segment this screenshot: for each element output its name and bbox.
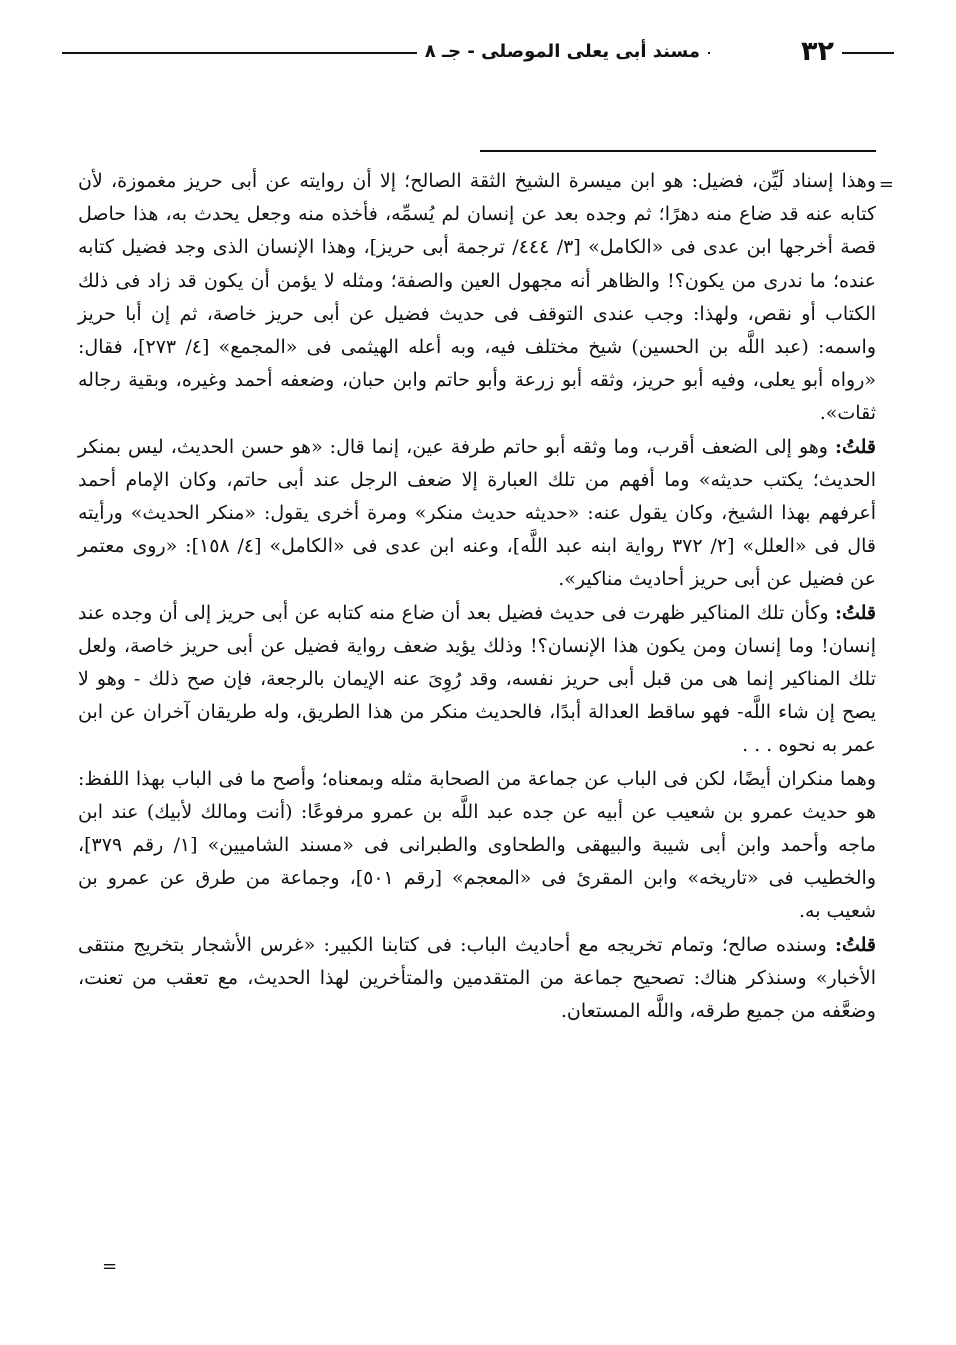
paragraph: قلتُ: وسنده صالح؛ وتمام تخريجه مع أحاديث الباب: فى كتابنا الكبير: «غرس الأشجار بتخريج منتقى الأخبار» وسنذكر هناك: تصحيح جماعة من المتقدمين والمتأخرين لهذا الحديث، مع تعقب من تعنت، وضعَّفه من جميع طرقه، واللَّه المستعان. bbox=[78, 933, 877, 1023]
end-mark: = bbox=[102, 1256, 118, 1277]
running-title: مسند أبى يعلى الموصلى - جـ ٨ bbox=[417, 32, 708, 72]
paragraph-lead: قلتُ: bbox=[834, 933, 876, 956]
footnote-separator bbox=[480, 150, 876, 152]
header-rule-right bbox=[842, 52, 894, 54]
paragraph: قلتُ: وهو إلى الضعف أقرب، وما وثقه أبو حاتم طرفة عين، إنما قال: «هو حسن الحديث، ليس بمنكر الحديث؛ يكتب حديثه» وما أفهم من تلك العبارة إلا ضعف الرجل عند أبى حاتم، وكان الإمام أحمد أعرفهم بهذا الشيخ، وكان يقول عنه: «حديثه حديث منكر» ومرة أخرى يقول: «منكر الحديث» ورأيته قال فى «العلل» [٢/ ٣٧٢ رواية ابنه عبد اللَّه]، وعنه ابن عدى فى «الكامل» [٤/ ١٥٨]: «روى معتمر عن فضيل عن أبى حريز أحاديث مناكير». bbox=[78, 435, 876, 591]
paragraph-lead: قلتُ: bbox=[834, 435, 876, 458]
page-header bbox=[62, 32, 894, 72]
paragraph: قلتُ: وكأن تلك المناكير ظهرت فى حديث فضيل بعد أن ضاع منه كتابه عن أبى حريز إلى أن وجده عند إنسان! وما إنسان ومن يكون هذا الإنسان؟! وذلك يؤيد ضعف رواية فضيل عن أبى حريز خاصة، ولعل تلك المناكير إنما هى من قبل أبى حريز نفسه، وقد رُوِىَ عنه الإيمان بالرجعة، فإن صح ذلك - وهو لا يصح إن شاء اللَّه- فهو ساقط العدالة أبدًا، فالحديث منكر من هذا الطريق، وله طريقان آخران عن ابن عمر به نحوه . . . bbox=[78, 601, 876, 757]
paragraph: وهذا إسناد لَيِّن، فضيل: هو ابن ميسرة الشيخ الثقة الصالح؛ إلا أن روايته عن أبى حريز مغموزة، لأن كتابه عنه قد ضاع منه دهرًا؛ ثم وجده بعد عن إنسان لم يُسمِّه، فأخذه منه وجعل يحدث به، هذا حاصل قصة أخرجها ابن عدى فى «الكامل» [٣/ ٤٤٤/ ترجمة أبى حريز]، وهذا الإنسان الذى وجد فضيل كتابه عنده؛ ما ندرى من يكون؟! والظاهر أنه مجهول العين والصفة؛ ومثله لا يؤمن أن يكون قد زاد فى ذلك الكتاب أو نقص، ولهذا: وجب عندى التوقف فى حديث فضيل عن أبى حريز خاصة، ثم إن أبا حريز واسمه: (عبد اللَّه بن الحسين) شيخ مختلف فيه، وبه أعله الهيثمى فى «المجمع» [٤/ ٢٧٣]، فقال: «رواه أبو يعلى، وفيه أبو حريز، وثقه أبو زرعة وأبو حاتم وابن حبان، وضعفه أحمد وغيره، وبقية رجاله ثقات». bbox=[78, 170, 877, 425]
page-number: ٣٢ bbox=[793, 32, 842, 72]
footnote-text bbox=[78, 165, 876, 1028]
paragraph-lead: قلتُ: bbox=[834, 601, 876, 624]
paragraph: وهما منكران أيضًا، لكن فى الباب عن جماعة من الصحابة مثله وبمعناه؛ وأصح ما فى الباب بهذا اللفظ: هو حديث عمرو بن شعيب عن أبيه عن جده عبد اللَّه بن عمرو مرفوعًا: (أنت ومالك لأبيك) عند ابن ماجه وأحمد وابن أبى شيبة والبيهقى والطحاوى والطبرانى فى «مسند الشاميين» [١/ رقم ٣٧٩]، والخطيب فى «تاريخه» وابن المقرئ فى «المعجم» [رقم ٥٠١]، وجماعة من طرق عن عمرو بن شعيب به. bbox=[78, 767, 877, 923]
continuation-mark: = bbox=[878, 174, 894, 195]
